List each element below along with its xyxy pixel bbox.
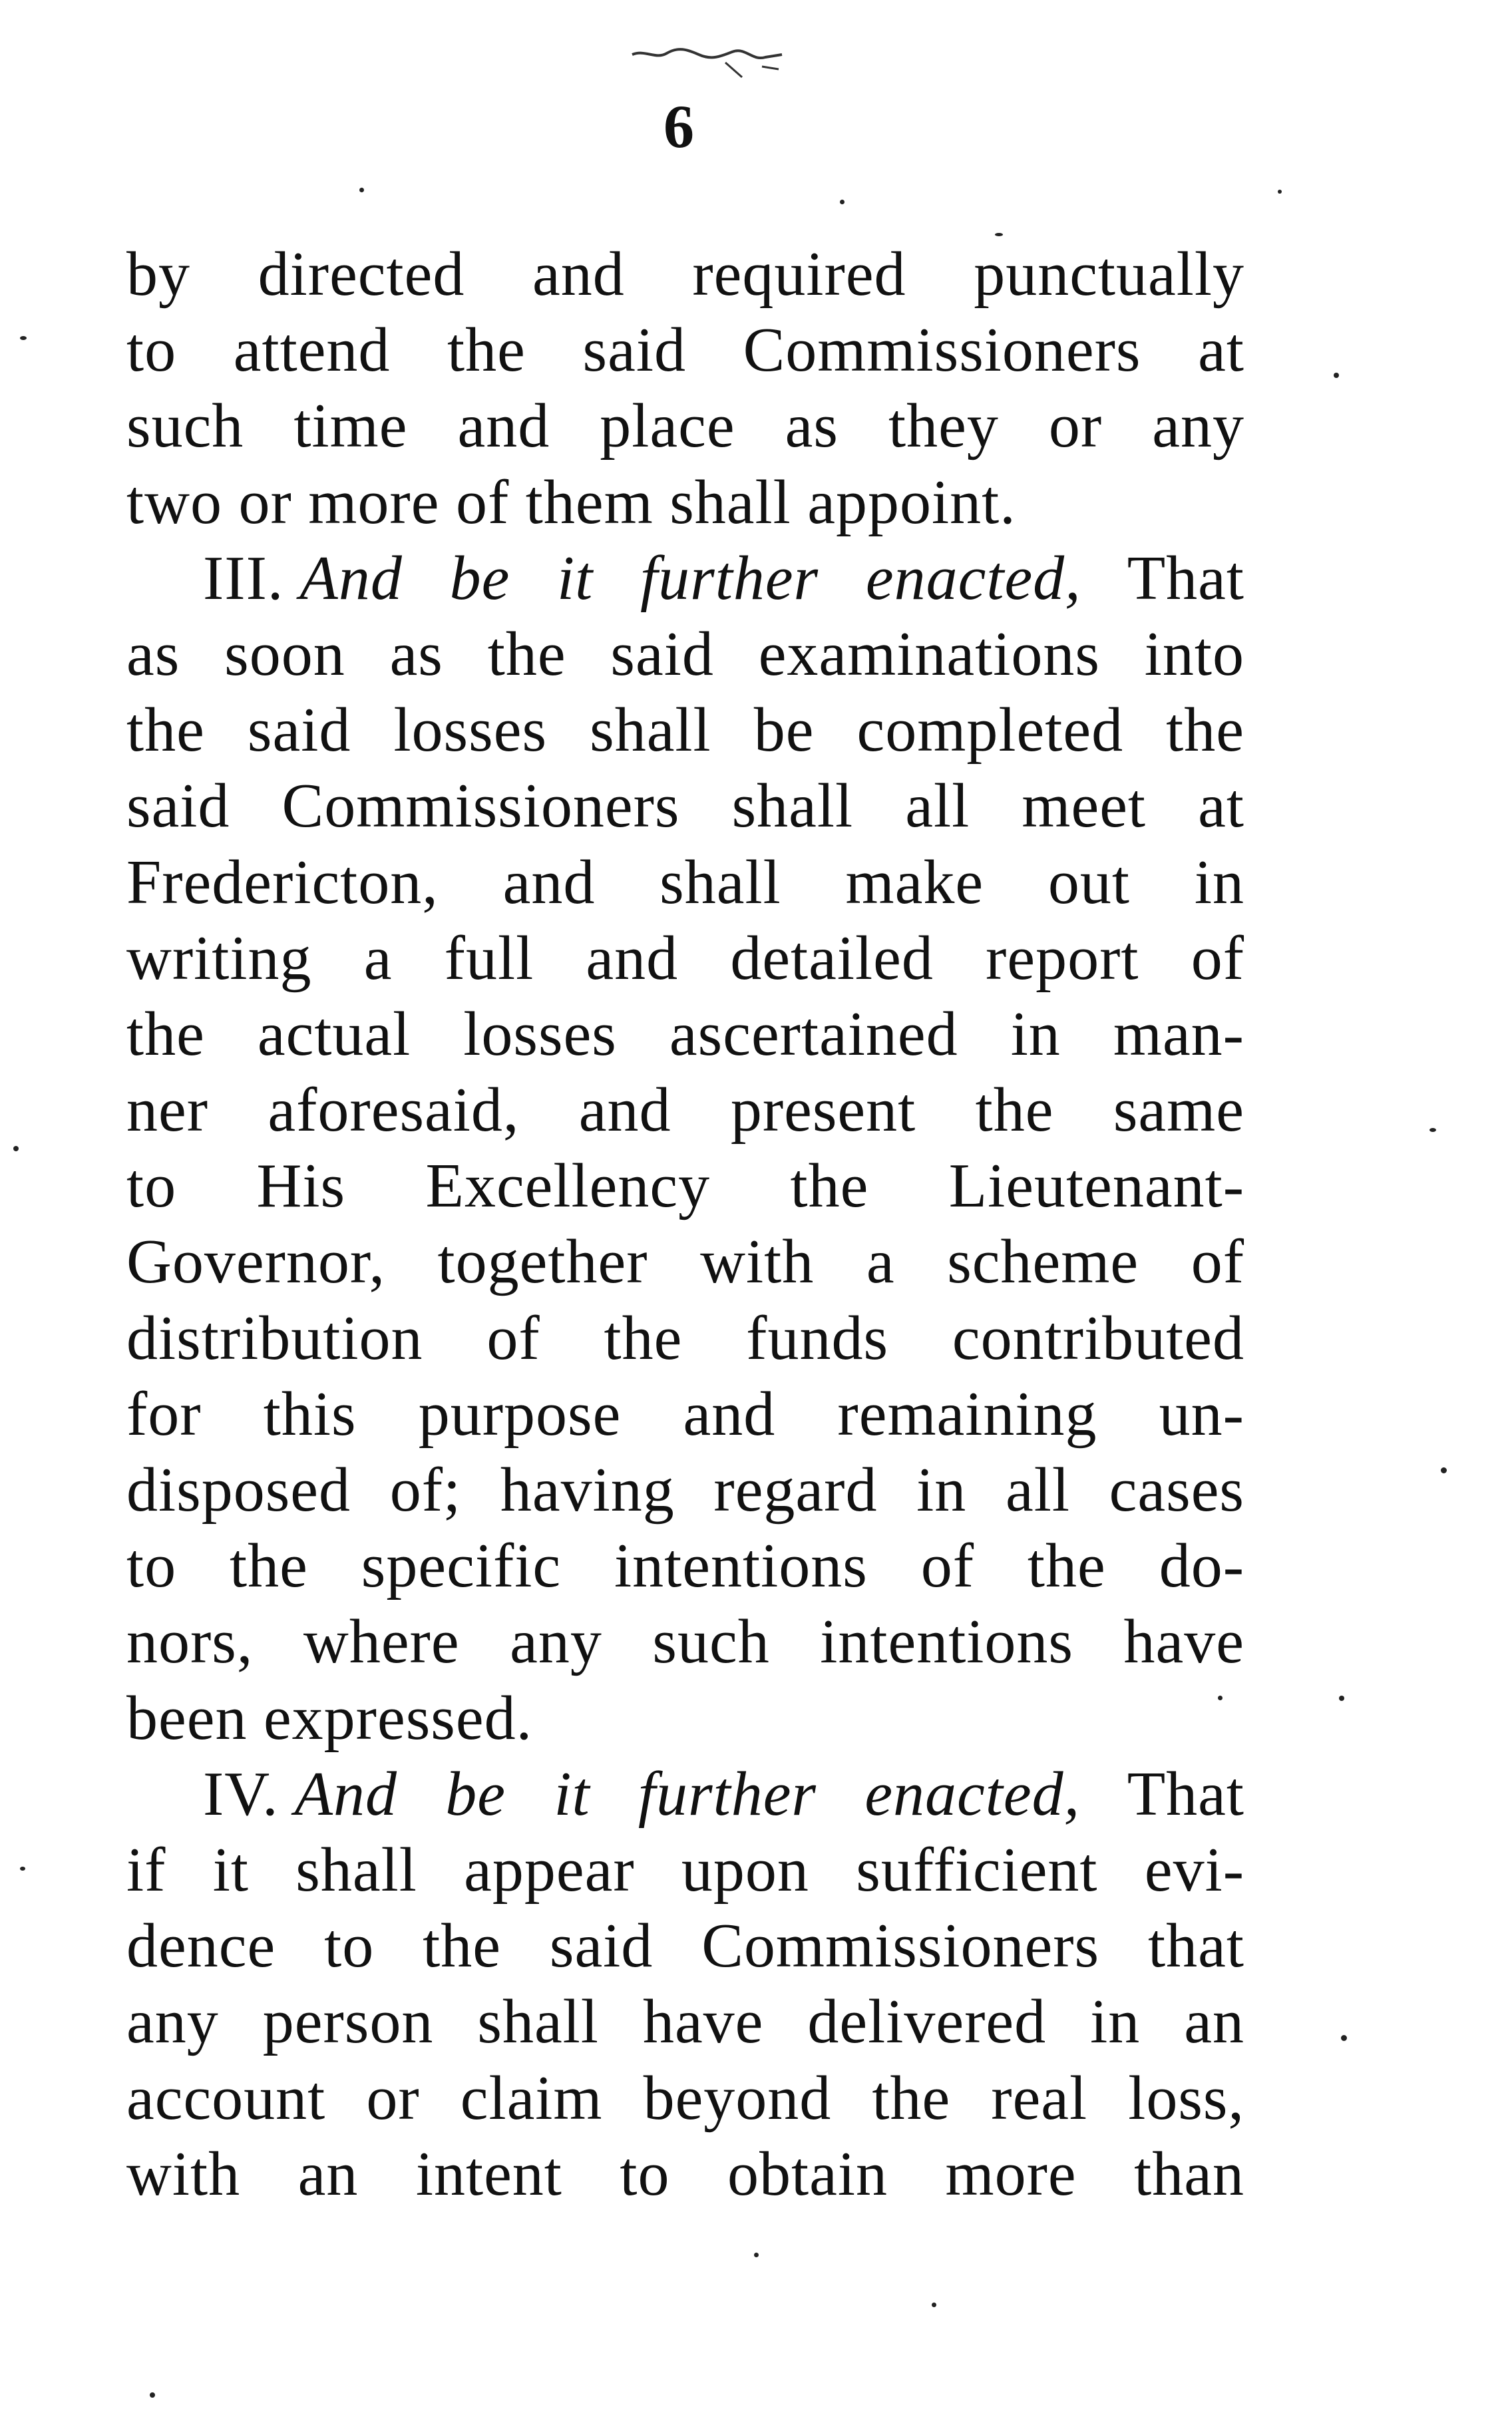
print-speck [932, 2303, 936, 2307]
print-speck [1278, 190, 1282, 194]
line-text: disposed of; having regard in all cases [126, 1455, 1244, 1525]
print-speck [1441, 1467, 1447, 1473]
print-speck [840, 200, 845, 204]
print-speck [1341, 2035, 1347, 2041]
enacting-clause: And be it further enacted, [299, 543, 1081, 613]
print-speck [1218, 1696, 1223, 1700]
line-text: been expressed. [126, 1683, 533, 1753]
section-number: III. [203, 543, 284, 613]
text-line [126, 1300, 1244, 1376]
line-text: two or more of them shall appoint. [126, 467, 1016, 537]
line-text: writing a full and detailed report of [126, 923, 1244, 993]
line-text: account or claim beyond the real loss, [126, 2063, 1244, 2133]
text-line [126, 1072, 1244, 1148]
text-line [126, 692, 1244, 768]
section-number: IV. [203, 1759, 279, 1829]
line-text: to the specific intentions of the do- [126, 1531, 1244, 1601]
print-speck [13, 1146, 19, 1151]
print-speck [1339, 1696, 1344, 1701]
text-line [126, 1452, 1244, 1528]
print-speck [150, 2392, 155, 2398]
text-line [126, 768, 1244, 844]
page-number: 6 [663, 93, 694, 160]
line-text: That [1127, 543, 1244, 613]
text-line [126, 1528, 1244, 1604]
line-text: the said losses shall be completed the [126, 695, 1244, 765]
text-line [126, 312, 1244, 388]
text-line [126, 1680, 1244, 1756]
text-line [126, 464, 1244, 540]
line-text: distribution of the funds contributed [126, 1303, 1244, 1373]
text-line [126, 1984, 1244, 2060]
print-speck [1429, 1128, 1436, 1132]
text-line [126, 540, 1244, 616]
line-text: nors, where any such intentions have [126, 1607, 1244, 1677]
text-line [126, 236, 1244, 312]
text-line [126, 1832, 1244, 1908]
line-text: ner aforesaid, and present the same [126, 1075, 1244, 1145]
line-text: dence to the said Commissioners that [126, 1911, 1244, 1981]
enacting-clause: And be it further enacted, [294, 1759, 1081, 1829]
line-text: by directed and required punctually [126, 240, 1244, 309]
body-text [126, 236, 1244, 2212]
print-speck [20, 336, 27, 340]
line-text: That [1127, 1759, 1244, 1829]
line-text: Governor, together with a scheme of [126, 1227, 1244, 1297]
text-line [126, 2136, 1244, 2212]
line-text: as soon as the said examinations into [126, 619, 1244, 689]
print-speck [359, 188, 364, 192]
ink-scribble-mark [626, 35, 799, 88]
print-speck [754, 2253, 759, 2257]
line-text: any person shall have delivered in an [126, 1987, 1244, 2057]
text-line [126, 1908, 1244, 1984]
text-line [126, 616, 1244, 692]
line-text: Fredericton, and shall make out in [126, 847, 1244, 917]
text-line [126, 844, 1244, 920]
line-text: to His Excellency the Lieutenant- [126, 1151, 1244, 1221]
print-speck [1334, 373, 1339, 378]
print-speck [995, 233, 1003, 236]
line-text: said Commissioners shall all meet at [126, 771, 1244, 841]
text-line [126, 2060, 1244, 2136]
text-line [126, 1148, 1244, 1224]
text-line [126, 996, 1244, 1072]
text-line [126, 1756, 1244, 1832]
line-text: if it shall appear upon sufficient evi- [126, 1835, 1244, 1905]
line-text: to attend the said Commissioners at [126, 315, 1244, 385]
line-text: with an intent to obtain more than [126, 2139, 1244, 2209]
line-text: for this purpose and remaining un- [126, 1379, 1244, 1449]
text-line [126, 1604, 1244, 1680]
line-text: the actual losses ascertained in man- [126, 999, 1244, 1069]
line-text: such time and place as they or any [126, 391, 1244, 461]
text-line [126, 388, 1244, 464]
text-line [126, 920, 1244, 996]
text-line [126, 1376, 1244, 1452]
print-speck [20, 1867, 25, 1871]
text-line [126, 1224, 1244, 1300]
